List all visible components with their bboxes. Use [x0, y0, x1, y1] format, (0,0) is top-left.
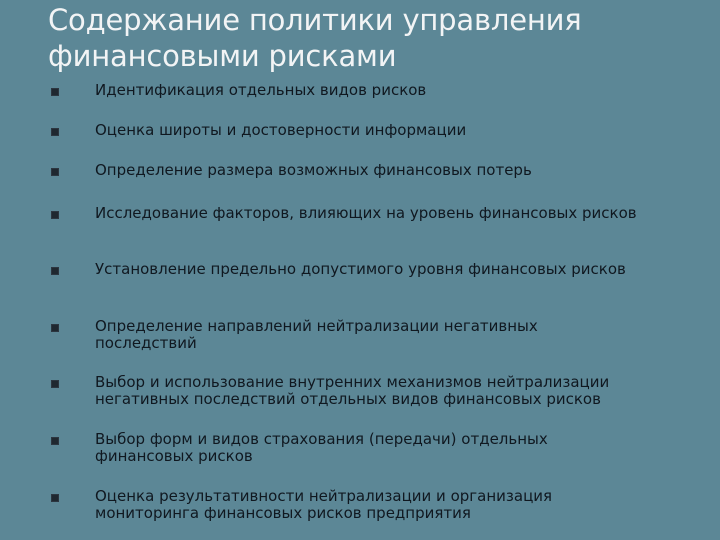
list-item-text: Идентификация отдельных видов рисков	[95, 81, 427, 99]
list-item-text: Оценка результативности нейтрализации и организация мониторинга финансовых рисков предприятия	[95, 487, 553, 522]
square-bullet-icon	[51, 88, 59, 96]
list-item-text: Определение размера возможных финансовых потерь	[95, 161, 532, 179]
square-bullet-icon	[51, 324, 59, 332]
square-bullet-icon	[51, 168, 59, 176]
list-item-text: Оценка широты и достоверности информации	[95, 121, 467, 139]
square-bullet-icon	[51, 437, 59, 445]
list-item-text: Установление предельно допустимого уровня финансовых рисков	[95, 260, 626, 278]
square-bullet-icon	[51, 128, 59, 136]
list-item-text: Исследование факторов, влияющих на уровень финансовых рисков	[95, 204, 637, 222]
list-item-text: Определение направлений нейтрализации негативных последствий	[95, 317, 538, 352]
list-item-text: Выбор и использование внутренних механизмов нейтрализации негативных последствий отдельных видов финансовых рисков	[95, 373, 610, 408]
square-bullet-icon	[51, 267, 59, 275]
slide-title: Содержание политики управления финансовыми рисками	[48, 3, 582, 73]
square-bullet-icon	[51, 494, 59, 502]
square-bullet-icon	[51, 380, 59, 388]
list-item-text: Выбор форм и видов страхования (передачи) отдельных финансовых рисков	[95, 430, 548, 465]
square-bullet-icon	[51, 211, 59, 219]
